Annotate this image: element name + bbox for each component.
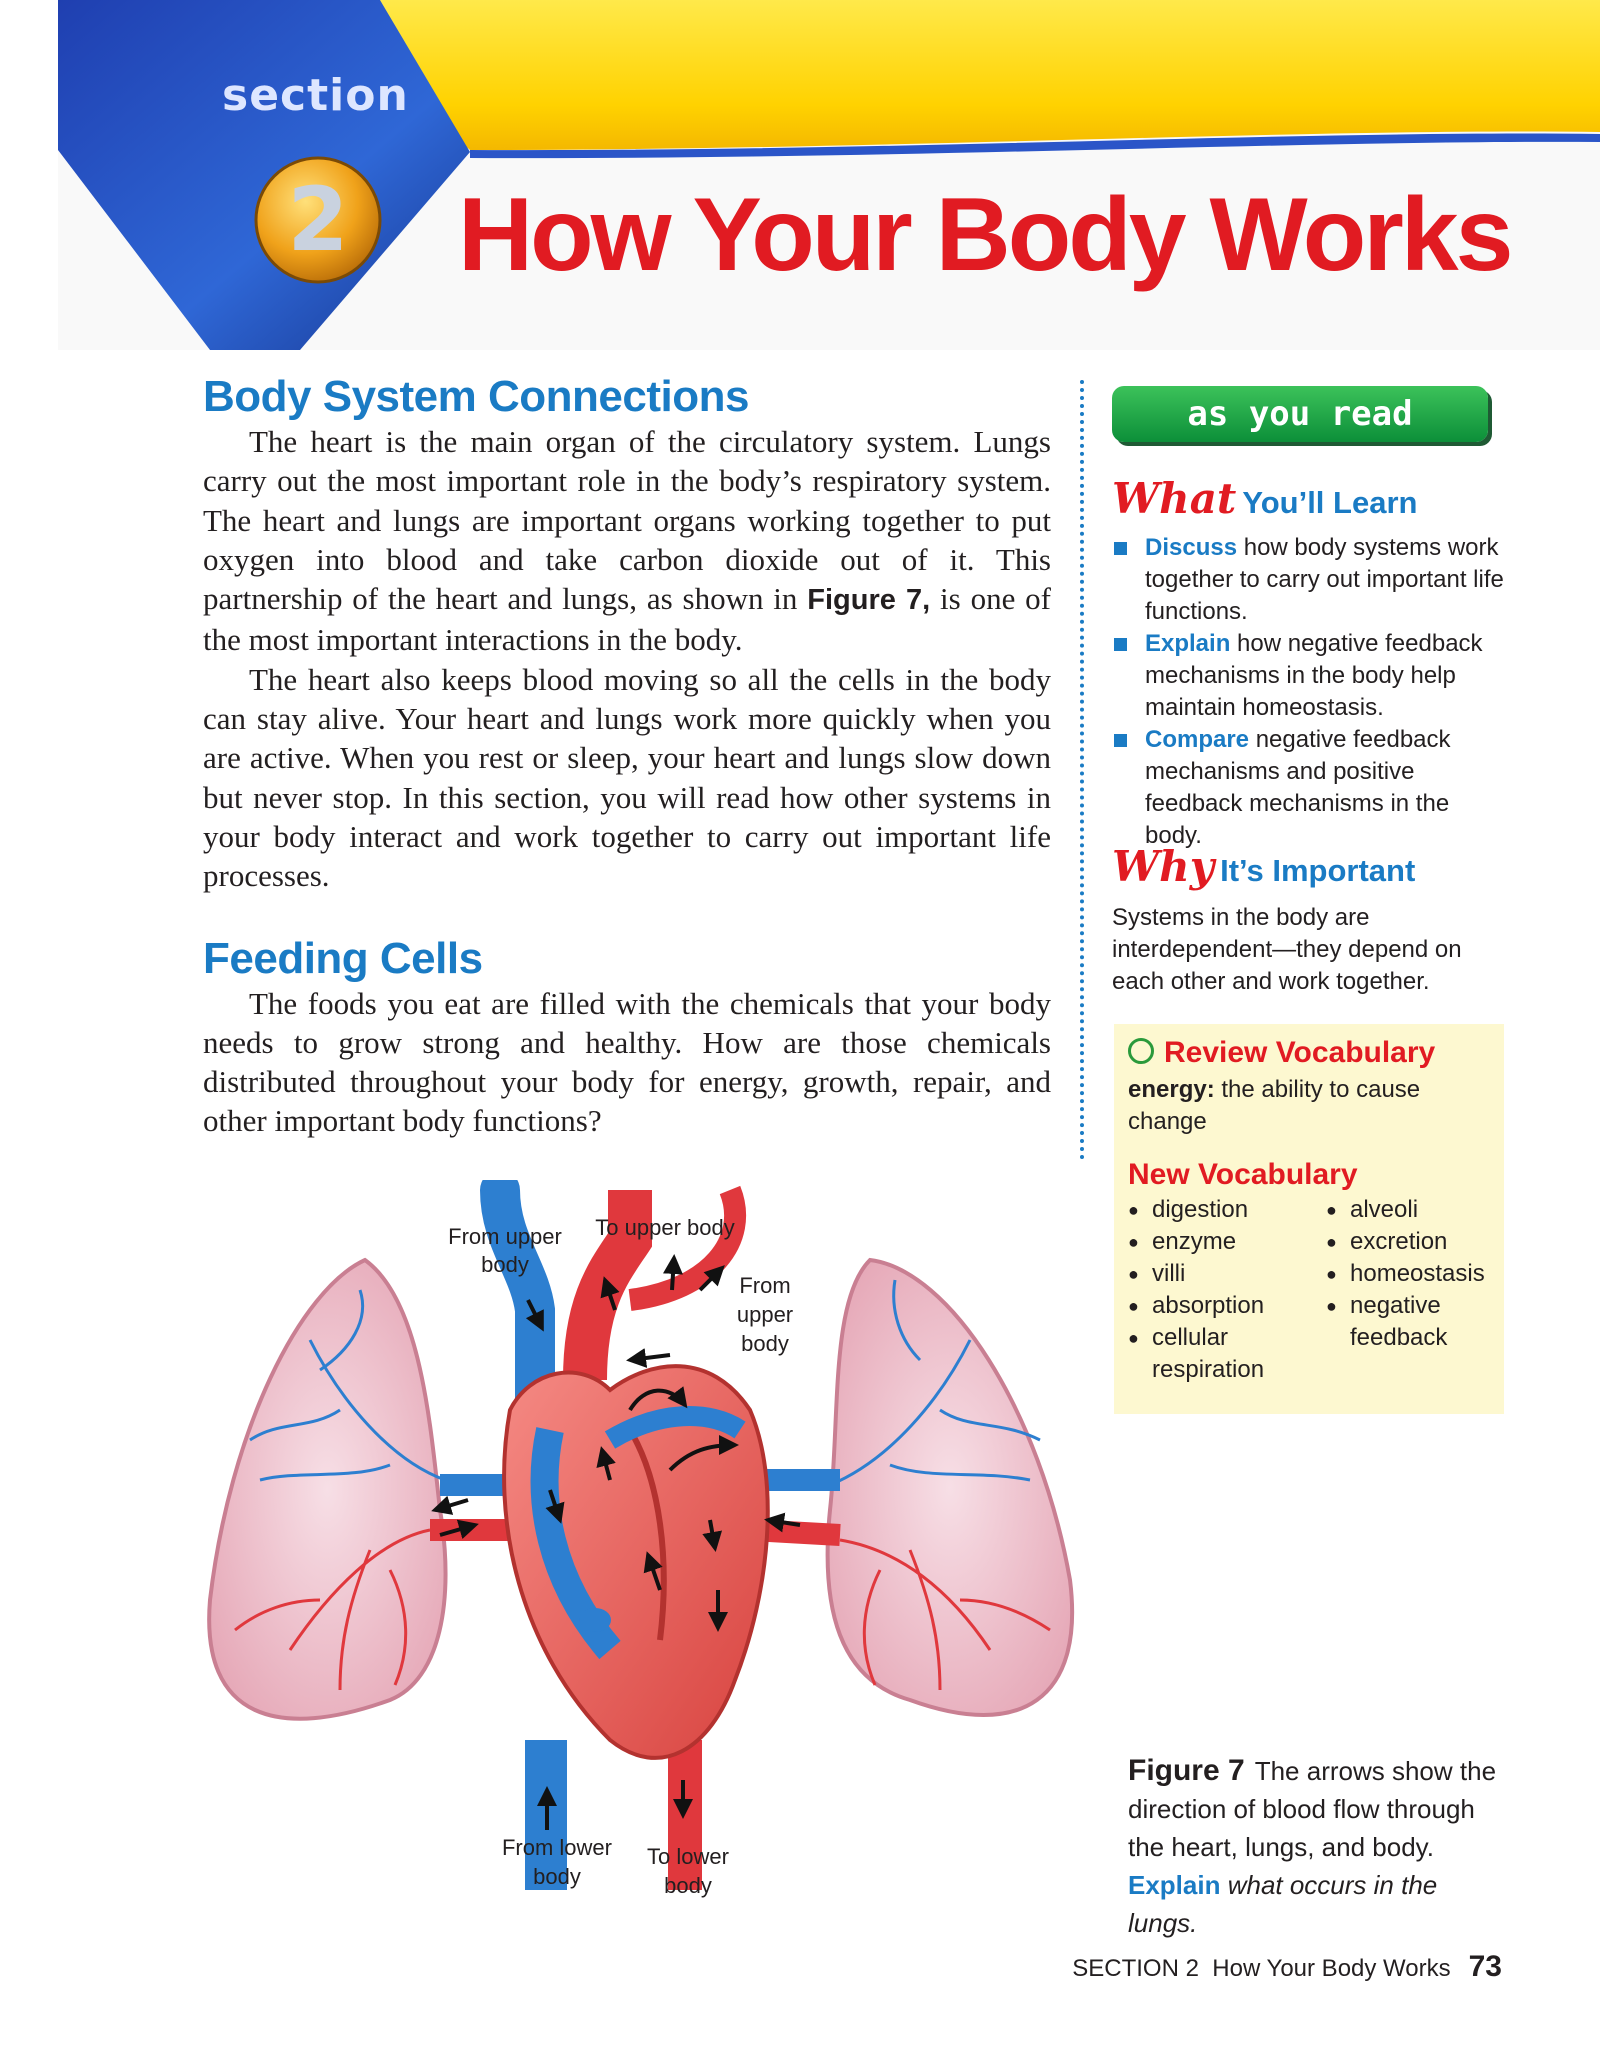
label-from-lower-body-2: body	[533, 1864, 581, 1889]
objective-text: how negative feedback mechanisms in the body help maintain homeostasis.	[1145, 630, 1483, 721]
vocabulary-box	[1114, 1024, 1504, 1414]
vocab-term: ● digestion	[1128, 1194, 1308, 1226]
new-vocabulary-heading: New Vocabulary	[1128, 1158, 1358, 1191]
label-to-lower-body-2: body	[664, 1873, 712, 1898]
objective-item	[1112, 724, 1507, 852]
what-rest: You’ll Learn	[1242, 485, 1418, 520]
vocab-term: ● cellular respiration	[1128, 1322, 1282, 1386]
figure-label: Figure 7	[1128, 1754, 1245, 1787]
review-def-text: the ability to cause change	[1128, 1076, 1421, 1135]
objective-verb: Compare	[1145, 726, 1250, 753]
why-rest: It’s Important	[1220, 853, 1416, 888]
page-footer	[1072, 1950, 1502, 1984]
vocab-list-col1	[1128, 1194, 1308, 1386]
caption-question: what occurs in the lungs.	[1128, 1870, 1438, 1938]
label-to-upper-body: To upper body	[595, 1215, 735, 1240]
objective-verb: Discuss	[1145, 534, 1238, 561]
column-divider	[1080, 380, 1084, 1160]
section-label: section	[222, 70, 409, 121]
heading-body-system-connections: Body System Connections	[203, 372, 749, 421]
objective-verb: Explain	[1145, 630, 1231, 657]
vocab-term: ● excretion	[1326, 1226, 1501, 1258]
page-number: 73	[1468, 1950, 1502, 1983]
why-its-important-text: Systems in the body are interdependent—they depend on each other and work together.	[1112, 904, 1462, 995]
section-number: 2	[287, 168, 349, 271]
review-vocabulary-heading	[1128, 1036, 1435, 1070]
objective-item	[1112, 628, 1507, 724]
paragraph-1	[203, 422, 1051, 660]
paragraph-1-part-b: is one of the most important interactions in the body.	[203, 581, 1051, 658]
objective-item	[1112, 532, 1507, 628]
vocab-list-col2	[1326, 1194, 1501, 1354]
label-from-upper-body-right-3: body	[741, 1331, 789, 1356]
label-from-lower-body: From lower	[501, 1835, 613, 1860]
review-definition	[1128, 1074, 1488, 1138]
as-you-read-banner: as you read	[1112, 386, 1488, 442]
vocab-term: ● absorption	[1128, 1290, 1308, 1322]
vocab-term: ● negative feedback	[1326, 1290, 1460, 1354]
why-its-important-heading	[1112, 842, 1415, 891]
page-title: How Your Body Works	[458, 177, 1511, 293]
objective-text: how body systems work together to carry out important life functions.	[1145, 534, 1504, 625]
vocab-term: ● homeostasis	[1326, 1258, 1501, 1290]
paragraph-2: The heart also keeps blood moving so all the cells in the body can stay alive. Your heart and lungs work more quickly when you are active. When you rest or sleep, your heart and lungs slow down but never stop. In this section, you will read how other systems in your body interact and work together to carry out important life processes.	[203, 661, 1051, 894]
review-term: energy:	[1128, 1076, 1215, 1103]
footer-section-text: SECTION 2 How Your Body Works	[1072, 1955, 1451, 1982]
figure-reference: Figure 7,	[807, 584, 931, 617]
label-to-lower-body: To lower	[647, 1844, 729, 1869]
why-script-word: Why	[1112, 842, 1215, 891]
label-from-upper-body-left-2: body	[481, 1252, 529, 1277]
vocab-term: ● enzyme	[1128, 1226, 1308, 1258]
learning-objectives	[1112, 532, 1507, 852]
paragraph-3: The foods you eat are filled with the chemicals that your body needs to grow strong and healthy. How are those chemicals distributed throughout your body for energy, growth, repair, and other important body functions?	[203, 985, 1051, 1139]
heading-feeding-cells: Feeding Cells	[203, 933, 483, 983]
label-from-upper-body-right-2: upper	[736, 1302, 794, 1327]
vocab-term: ● alveoli	[1326, 1194, 1501, 1226]
what-youll-learn-heading	[1112, 474, 1417, 523]
refresh-icon	[1128, 1038, 1154, 1064]
heart-lungs-diagram	[190, 1180, 1100, 1920]
review-vocabulary-title: Review Vocabulary	[1164, 1036, 1436, 1069]
caption-explain: Explain	[1128, 1870, 1221, 1900]
figure-caption	[1128, 1752, 1508, 1942]
caption-text: The arrows show the direction of blood flow through the heart, lungs, and body.	[1128, 1756, 1497, 1862]
what-script-word: What	[1112, 474, 1237, 523]
label-from-upper-body-left: From upper	[448, 1224, 562, 1249]
objective-text: negative feedback mechanisms and positive feedback mechanisms in the body.	[1145, 726, 1451, 849]
paragraph-1-part-a: The heart is the main organ of the circulatory system. Lungs carry out the most important role in the body’s respiratory system. The heart and lungs are important organs working together to put oxygen into blood and take carbon dioxide out of it. This partnership of the heart and lungs, as shown in	[203, 424, 1051, 617]
vocab-term: ● villi	[1128, 1258, 1308, 1290]
main-text-column	[203, 372, 1051, 1141]
label-from-upper-body-right: From	[739, 1273, 791, 1298]
